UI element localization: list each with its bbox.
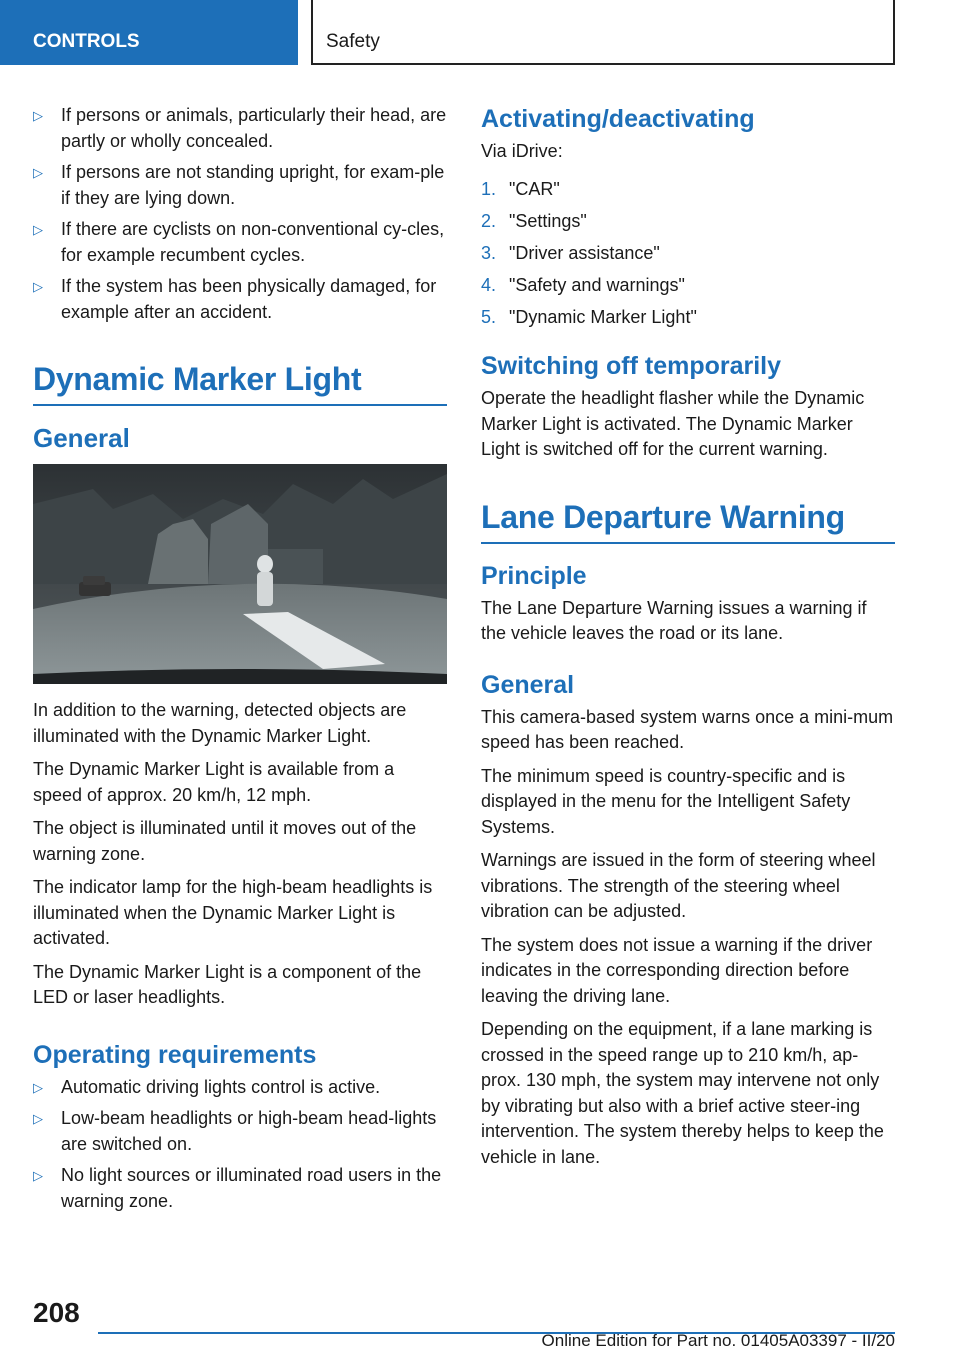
chapter-header <box>311 0 895 65</box>
triangle-right-icon: ▷ <box>33 108 43 123</box>
list-item: 3. "Driver assistance" <box>481 242 660 263</box>
list-item: ▷ Automatic driving lights control is active. <box>33 1075 447 1101</box>
via-label: Via iDrive: <box>481 141 563 161</box>
list-item: 5. "Dynamic Marker Light" <box>481 306 697 327</box>
paragraph: The indicator lamp for the high-beam headlights is illuminated when the Dynamic Marker Light is activated. <box>33 877 433 948</box>
list-item: ▷ If persons or animals, particularly their head, are partly or wholly concealed. <box>33 105 447 151</box>
heading-switching-off: Switching off temporarily <box>481 352 782 380</box>
edition-note: Online Edition for Part no. 01405A03397 - II/20 <box>541 1331 895 1350</box>
heading-operating-requirements: Operating requirements <box>33 1040 317 1069</box>
dynamic-marker-light-illustration <box>33 464 447 684</box>
paragraph: The minimum speed is country-specific and is displayed in the menu for the Intelligent Safety Systems. <box>481 765 851 837</box>
triangle-right-icon: ▷ <box>33 1168 43 1183</box>
heading-general-ldw: General <box>481 670 575 699</box>
paragraph: The system does not issue a warning if the driver indicates in the corresponding direction before leaving the driving lane. <box>481 934 873 1006</box>
paragraph: This camera-based system warns once a mini-mum speed has been reached. <box>481 706 894 752</box>
heading-dynamic-marker-light: Dynamic Marker Light <box>33 361 362 397</box>
list-item: ▷ If persons are not standing upright, for exam-ple if they are lying down. <box>33 162 445 208</box>
list-item: 2. "Settings" <box>481 210 587 231</box>
triangle-right-icon: ▷ <box>33 1079 43 1095</box>
heading-activating: Activating/deactivating <box>481 105 755 133</box>
paragraph: The Lane Departure Warning issues a warning if the vehicle leaves the road or its lane. <box>481 597 867 643</box>
section-tab <box>0 0 298 65</box>
concealment-list <box>33 103 447 325</box>
paragraph: The Dynamic Marker Light is a component of the LED or laser headlights. <box>33 961 422 1007</box>
heading-general: General <box>33 423 130 453</box>
page-number: 208 <box>33 1297 80 1328</box>
list-item: ▷ Low-beam headlights or high-beam head-lights are switched on. <box>33 1108 437 1154</box>
idrive-steps <box>481 177 895 331</box>
list-item: ▷ If the system has been physically damaged, for example after an accident. <box>33 276 437 322</box>
triangle-right-icon: ▷ <box>33 222 43 237</box>
list-item: ▷ No light sources or illuminated road users in the warning zone. <box>33 1165 442 1211</box>
dml-heading-wrap <box>33 359 447 406</box>
requirements-list <box>33 1075 447 1215</box>
right-column <box>481 103 895 1178</box>
paragraph: Warnings are issued in the form of steering wheel vibrations. The strength of the steering wheel vibration can be adjusted. <box>481 850 876 921</box>
triangle-right-icon: ▷ <box>33 279 43 294</box>
chapter-title: Safety <box>326 31 380 52</box>
left-column <box>33 103 447 1220</box>
ldw-heading-wrap <box>481 497 895 544</box>
list-item: 1. "CAR" <box>481 178 560 199</box>
paragraph: In addition to the warning, detected objects are illuminated with the Dynamic Marker Light. <box>33 700 407 746</box>
heading-lane-departure-warning: Lane Departure Warning <box>481 498 845 535</box>
list-item: 4. "Safety and warnings" <box>481 274 685 295</box>
list-item: ▷ If there are cyclists on non-conventional cy-cles, for example recumbent cycles. <box>33 219 445 265</box>
heading-principle: Principle <box>481 561 587 590</box>
triangle-right-icon: ▷ <box>33 1111 43 1126</box>
triangle-right-icon: ▷ <box>33 165 43 180</box>
section-label: CONTROLS <box>33 31 140 52</box>
paragraph: The object is illuminated until it moves out of the warning zone. <box>33 818 417 864</box>
paragraph: Operate the headlight flasher while the Dynamic Marker Light is activated. The Dynamic Marker Light is switched off for the current warning. <box>481 388 865 459</box>
paragraph: Depending on the equipment, if a lane marking is crossed in the speed range up to 210 km/h, ap-prox. 130 mph, the system may intervene not only by vibrating but also with a brief active steer-ing intervention. The system thereby helps to keep the vehicle in lane. <box>481 1019 884 1167</box>
paragraph: The Dynamic Marker Light is available from a speed of approx. 20 km/h, 12 mph. <box>33 759 395 805</box>
